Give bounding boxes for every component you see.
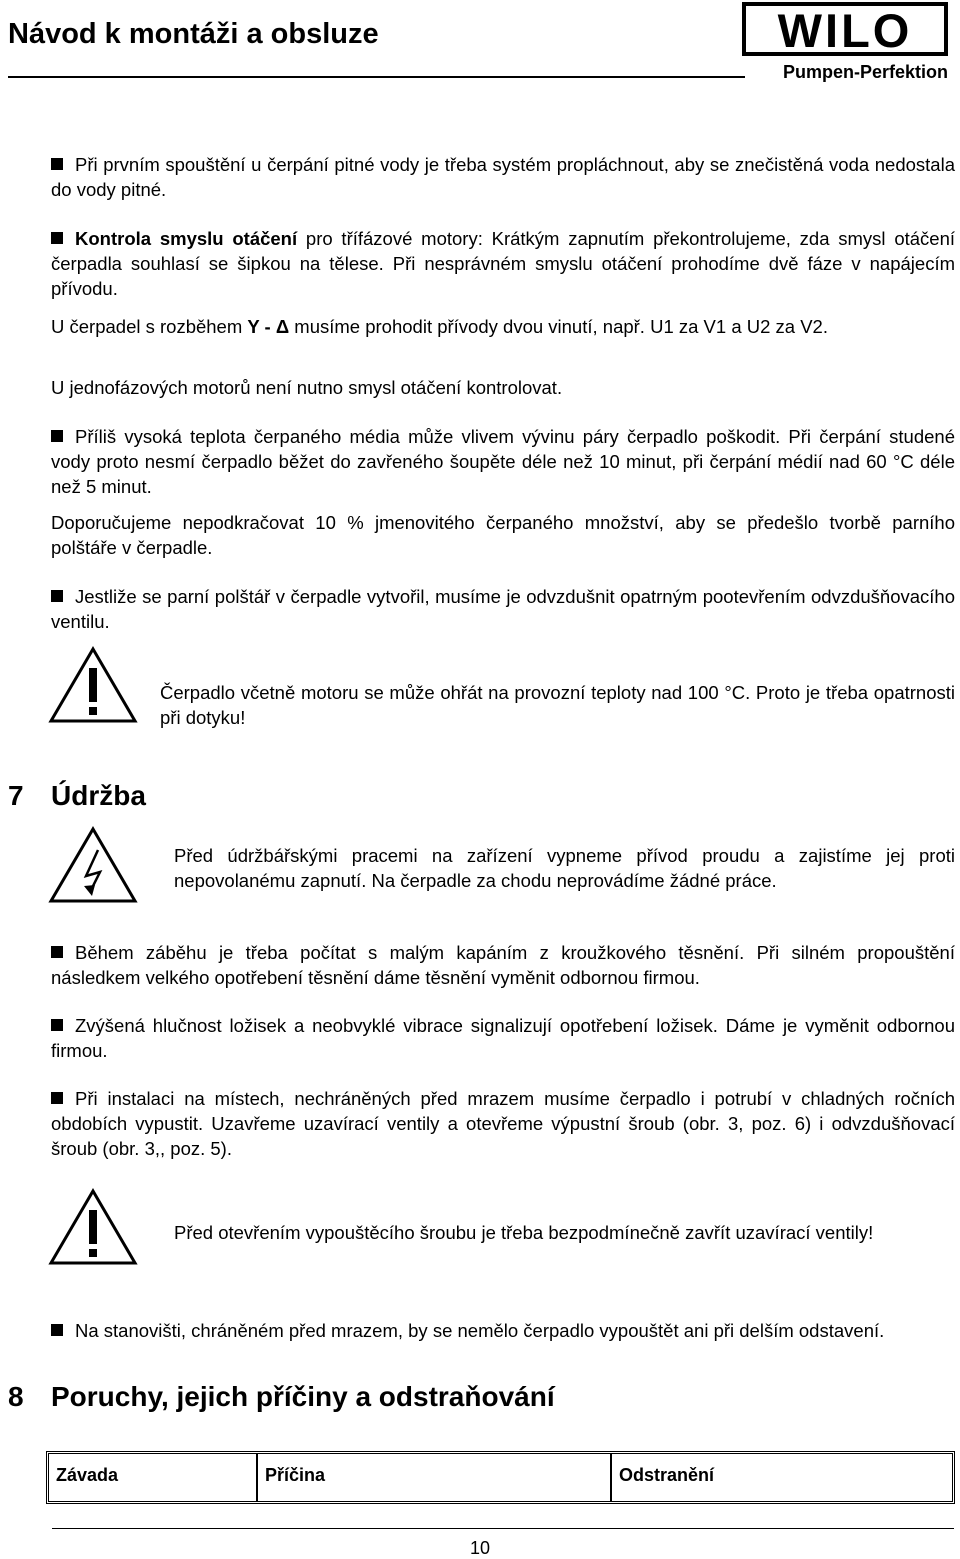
section-8-title: Poruchy, jejich příčiny a odstraňování [51, 1381, 555, 1412]
section-8-number: 8 [8, 1381, 24, 1412]
paragraph-single-phase: U jednofázových motorů není nutno smysl otáčení kontrolovat. [51, 377, 563, 398]
footer-divider [52, 1528, 954, 1529]
square-bullet-icon [51, 1324, 63, 1336]
square-bullet-icon [51, 158, 63, 170]
square-bullet-icon [51, 232, 63, 244]
header-divider [8, 76, 745, 78]
warning-hot-surface: Čerpadlo včetně motoru se může ohřát na provozní teploty nad 100 °C. Proto je třeba opatrnosti při dotyku! [160, 682, 955, 728]
table-header-remedy: Odstranění [610, 1454, 952, 1501]
wilo-logo [742, 2, 948, 56]
paragraph-venting: Jestliže se parní polštář v čerpadle vytvořil, musíme je odvzdušnit opatrným pootevřením odvzdušňovacího ventilu. [51, 586, 955, 632]
paragraph-flushing: Při prvním spouštění u čerpání pitné vody je třeba systém propláchnout, aby se znečistěná voda nedostala do vody pitné. [51, 154, 955, 200]
paragraph-seal-drip: Během záběhu je třeba počítat s malým kapáním z kroužkového těsnění. Při silném propouštění následkem velkého opotřebení těsnění dáme těsnění vyměnit odbornou firmou. [51, 942, 955, 988]
document-title: Návod k montáži a obsluze [8, 18, 379, 50]
logo-text: WILO [777, 4, 913, 57]
logo-tagline: Pumpen-Perfektion [782, 62, 948, 82]
electric-hazard-icon [48, 826, 138, 904]
square-bullet-icon [51, 430, 63, 442]
paragraph-frost-drain: Při instalaci na místech, nechráněných před mrazem musíme čerpadlo i potrubí v chladných ročních obdobích vypustit. Uzavřeme uzavírací ventily a otevřeme výpustní šroub (obr. 3, poz. 6) i odvzdušňovací šroub (obr. 3,, poz. 5). [51, 1088, 955, 1159]
warning-drain-screw: Před otevřením vypouštěcího šroubu je třeba bezpodmínečně zavřít uzavírací ventily! [174, 1222, 874, 1243]
warning-electric: Před údržbářskými pracemi na zařízení vypneme přívod proudu a zajistíme jej proti nepovolanému zapnutí. Na čerpadle za chodu neprovádíme žádné práce. [174, 845, 955, 891]
warning-triangle-icon [48, 646, 138, 724]
paragraph-min-flow: Doporučujeme nepodkračovat 10 % jmenovitého čerpaného množství, aby se předešlo tvorbě parního polštáře v čerpadle. [51, 512, 955, 558]
table-header-fault: Závada [56, 1465, 119, 1485]
paragraph-frost-protected: Na stanovišti, chráněném před mrazem, by se nemělo čerpadlo vypouštět ani při delším odstavení. [51, 1318, 955, 1343]
paragraph-bearing-noise: Zvýšená hlučnost ložisek a neobvyklé vibrace signalizují opotřebení ložisek. Dáme je vyměnit odbornou firmou. [51, 1015, 955, 1061]
warning-triangle-icon [48, 1188, 138, 1266]
page-number: 10 [469, 1538, 491, 1558]
square-bullet-icon [51, 1092, 63, 1104]
table-header-cause: Příčina [256, 1454, 610, 1501]
section-7-title: Údržba [51, 780, 146, 811]
paragraph-temperature: Příliš vysoká teplota čerpaného média může vlivem vývinu páry čerpadlo poškodit. Při čerpání studené vody proto nesmí čerpadlo běžet do zavřeného šoupěte déle než 10 minut, při čerpání médií nad 60 °C déle než 5 minut. [51, 426, 955, 497]
section-7-number: 7 [8, 780, 24, 811]
square-bullet-icon [51, 590, 63, 602]
faults-table-header [46, 1451, 955, 1504]
paragraph-rotation-check: Kontrola smyslu otáčení pro třífázové motory: Krátkým zapnutím překontrolujeme, zda smysl otáčení čerpadla souhlasí se šipkou na tělese. Při nesprávném smyslu otáčení prohodíme dvě fáze v napájecím přívodu. [51, 228, 956, 299]
square-bullet-icon [51, 1019, 63, 1031]
paragraph-star-delta: U čerpadel s rozběhem Y - Δ musíme prohodit přívody dvou vinutí, např. U1 za V1 a U2 za V2. [51, 316, 828, 337]
square-bullet-icon [51, 946, 63, 958]
